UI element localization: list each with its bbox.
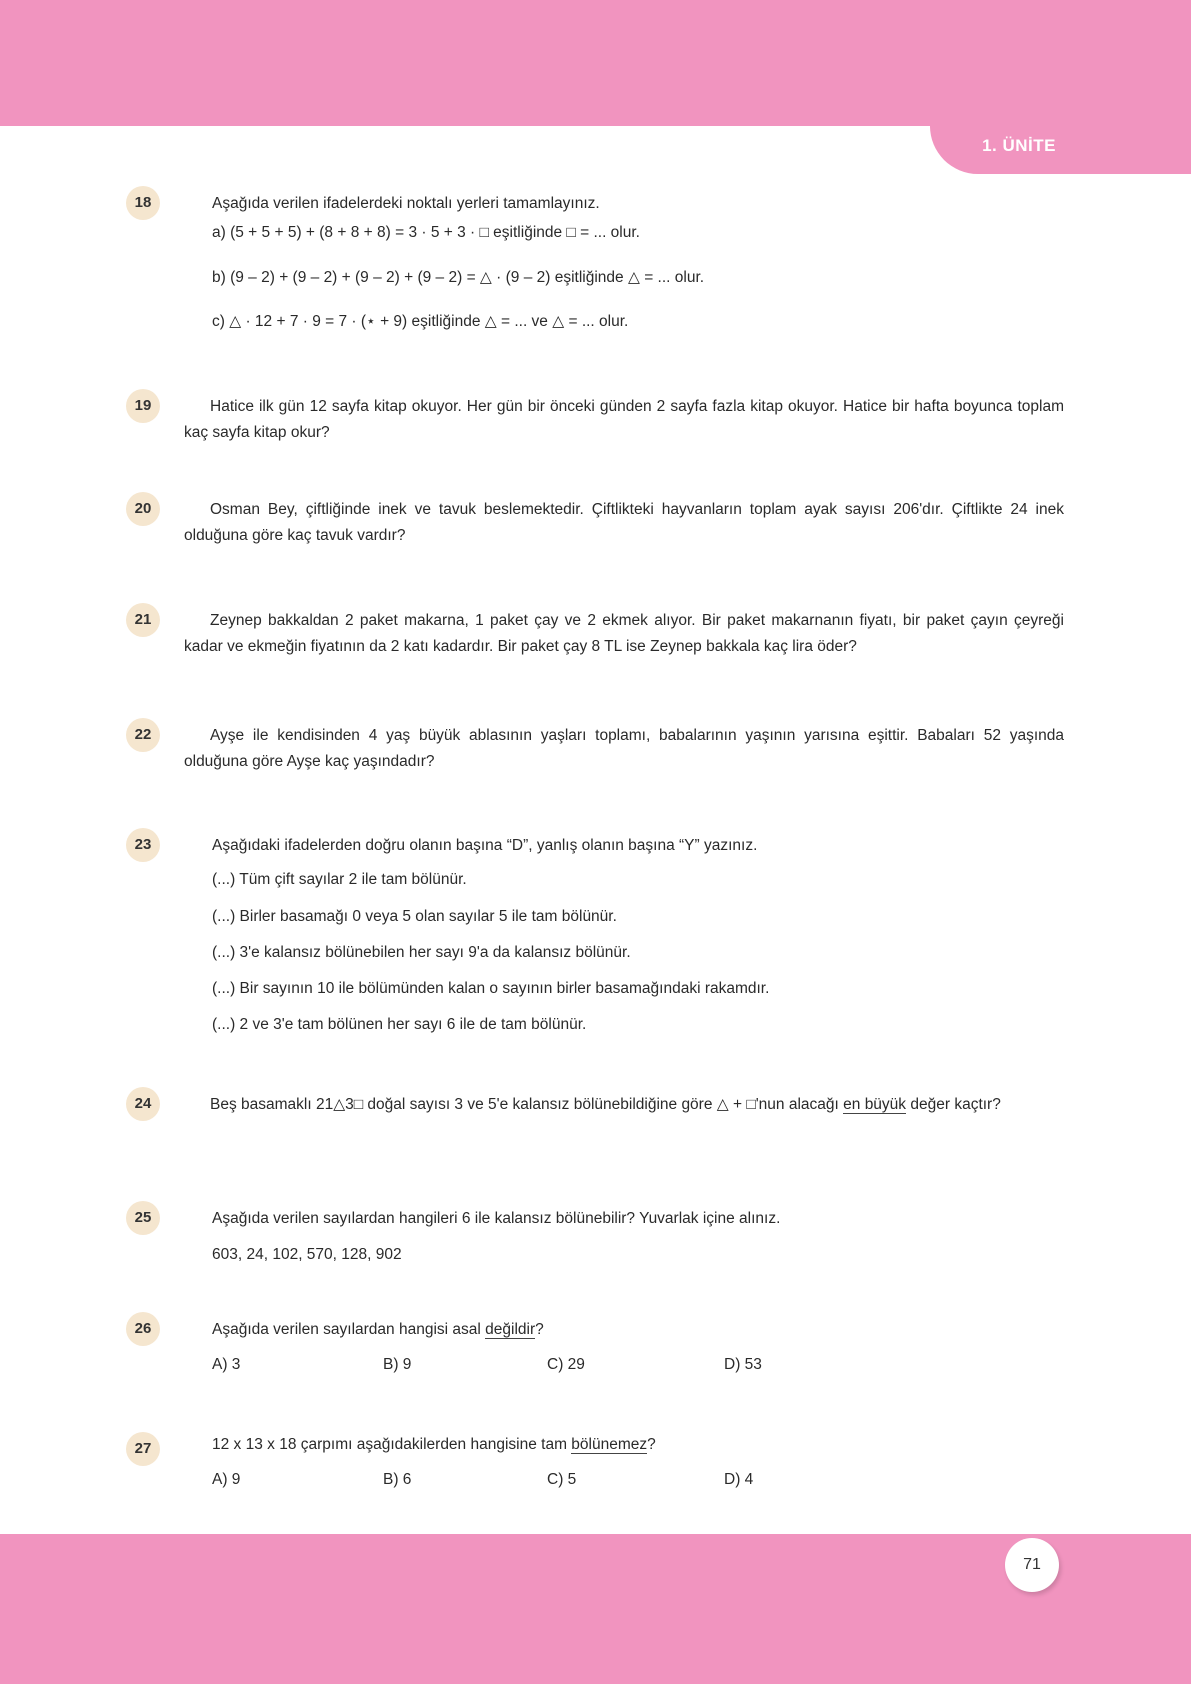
- question-25: [126, 1201, 1066, 1271]
- statement-item: (...) 2 ve 3'e tam bölünen her sayı 6 ile de tam bölünür.: [212, 1016, 587, 1033]
- question-number-badge: 24: [126, 1087, 160, 1121]
- question-number-badge: 21: [126, 603, 160, 637]
- question-26: [126, 1312, 1066, 1372]
- question-text: Zeynep bakkaldan 2 paket makarna, 1 paket çay ve 2 ekmek alıyor. Bir paket makarnanın fiyatı, bir paket çayın çeyreği kadar ve ekmeğin fiyatının da 2 katı kadardır. Bir paket çay 8 TL ise Zeynep bakkala kaç lira öder?: [184, 612, 1064, 655]
- question-number-badge: 27: [126, 1432, 160, 1466]
- question-prompt: Aşağıda verilen sayılardan hangileri 6 ile kalansız bölünebilir? Yuvarlak içine alınız.: [212, 1210, 781, 1227]
- unit-label: 1. ÜNİTE: [982, 136, 1056, 155]
- question-prompt: Aşağıdaki ifadelerden doğru olanın başına “D”, yanlış olanın başına “Y” yazınız.: [212, 837, 758, 854]
- question-number-badge: 22: [126, 718, 160, 752]
- prompt-start: 12 x 13 x 18 çarpımı aşağıdakilerden hangisine tam: [212, 1436, 572, 1453]
- sub-item-c: c) △ · 12 + 7 · 9 = 7 · (⋆ + 9) eşitliğinde △ = ... ve △ = ... olur.: [212, 313, 629, 330]
- question-19: [126, 389, 1066, 449]
- underlined-word: değildir: [485, 1321, 536, 1338]
- question-number-badge: 23: [126, 828, 160, 862]
- statement-item: (...) 3'e kalansız bölünebilen her sayı 9'a da kalansız bölünür.: [212, 944, 631, 961]
- question-text: Osman Bey, çiftliğinde inek ve tavuk beslemektedir. Çiftlikteki hayvanların toplam ayak sayısı 206'dır. Çiftlikte 24 inek olduğuna göre kaç tavuk vardır?: [184, 501, 1064, 544]
- question-20: [126, 492, 1066, 552]
- option-c: C) 29: [547, 1356, 585, 1373]
- statement-item: (...) Bir sayının 10 ile bölümünden kalan o sayının birler basamağındaki rakamdır.: [212, 980, 770, 997]
- unit-label-tab: [930, 118, 1191, 174]
- question-number-badge: 18: [126, 186, 160, 220]
- page-number-label: 71: [1023, 1556, 1041, 1573]
- question-24: [126, 1087, 1066, 1147]
- question-21: [126, 603, 1066, 689]
- prompt-end: ?: [535, 1321, 544, 1338]
- statement-item: (...) Tüm çift sayılar 2 ile tam bölünür.: [212, 871, 467, 888]
- underlined-word: bölünemez: [571, 1436, 648, 1453]
- question-text: [184, 1092, 1064, 1118]
- number-list: 603, 24, 102, 570, 128, 902: [212, 1246, 402, 1263]
- option-a: A) 3: [212, 1356, 241, 1373]
- prompt-start: Aşağıda verilen sayılardan hangisi asal: [212, 1321, 486, 1338]
- question-text: Ayşe ile kendisinden 4 yaş büyük ablasının yaşları toplamı, babalarının yaşının yarısına eşittir. Babaları 52 yaşında olduğuna göre Ayşe kaç yaşındadır?: [184, 727, 1064, 770]
- text-start: Beş basamaklı 21△3□ doğal sayısı 3 ve 5'e kalansız bölünebildiğine göre △ + □'nun alacağı: [210, 1096, 844, 1113]
- page-number: [1005, 1538, 1059, 1592]
- question-27: [126, 1432, 1066, 1492]
- question-18: [126, 186, 1066, 336]
- option-d: D) 53: [724, 1356, 762, 1373]
- question-prompt: [212, 1432, 1062, 1458]
- option-d: D) 4: [724, 1471, 754, 1488]
- question-number-badge: 25: [126, 1201, 160, 1235]
- sub-item-b: b) (9 – 2) + (9 – 2) + (9 – 2) + (9 – 2) = △ · (9 – 2) eşitliğinde △ = ... olur.: [212, 269, 705, 286]
- underlined-phrase: en büyük: [843, 1096, 907, 1113]
- option-a: A) 9: [212, 1471, 241, 1488]
- question-number-badge: 19: [126, 389, 160, 423]
- option-c: C) 5: [547, 1471, 577, 1488]
- question-number-badge: 20: [126, 492, 160, 526]
- question-23: [126, 828, 1066, 1033]
- statement-item: (...) Birler basamağı 0 veya 5 olan sayılar 5 ile tam bölünür.: [212, 908, 617, 925]
- option-b: B) 9: [383, 1356, 412, 1373]
- prompt-end: ?: [647, 1436, 656, 1453]
- sub-item-a: a) (5 + 5 + 5) + (8 + 8 + 8) = 3 · 5 + 3 · □ eşitliğinde □ = ... olur.: [212, 224, 640, 241]
- question-text: Hatice ilk gün 12 sayfa kitap okuyor. Her gün bir önceki günden 2 sayfa fazla kitap okuyor. Hatice bir hafta boyunca toplam kaç sayfa kitap okur?: [184, 398, 1064, 441]
- question-prompt: [212, 1317, 1062, 1343]
- question-prompt: Aşağıda verilen ifadelerdeki noktalı yerleri tamamlayınız.: [212, 195, 600, 212]
- question-22: [126, 718, 1066, 778]
- top-header-band: [0, 0, 1191, 126]
- question-number-badge: 26: [126, 1312, 160, 1346]
- option-b: B) 6: [383, 1471, 412, 1488]
- text-end: değer kaçtır?: [906, 1096, 1001, 1113]
